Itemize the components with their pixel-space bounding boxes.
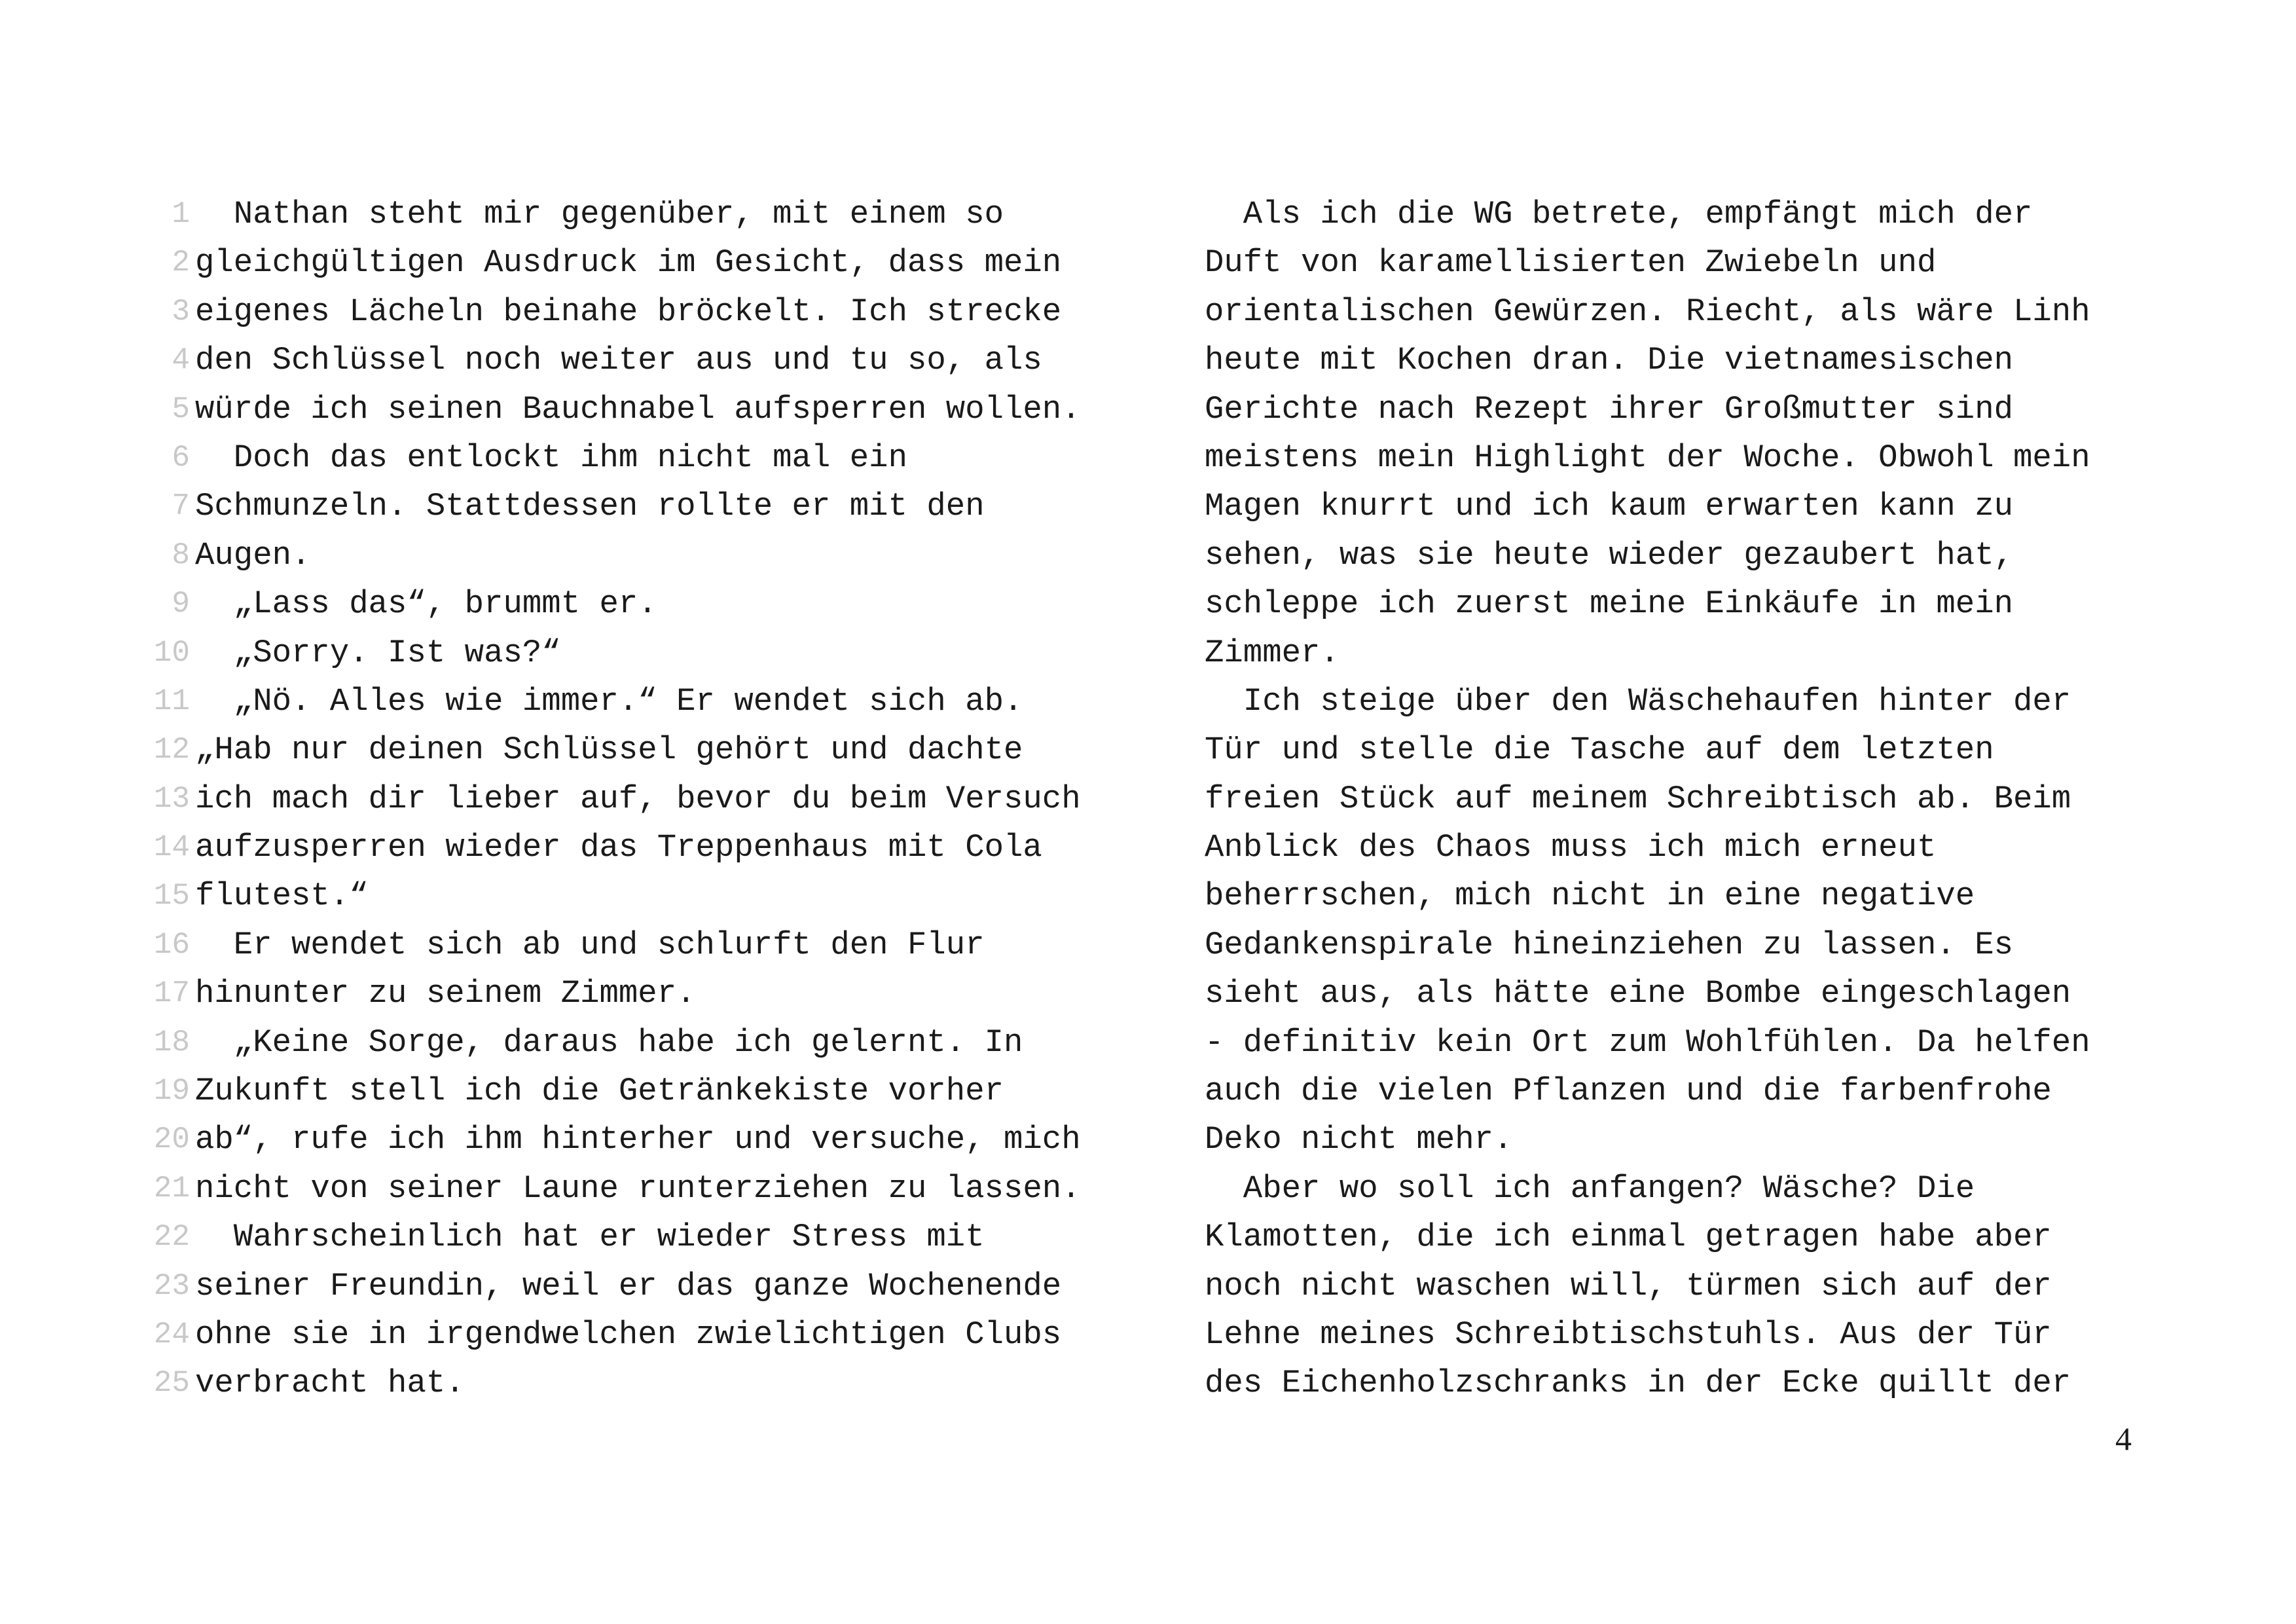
- line-text: beherrschen, mich nicht in eine negative: [1205, 877, 1975, 915]
- text-line: [145, 1067, 1088, 1115]
- text-line: [145, 1018, 1088, 1067]
- line-text: ohne sie in irgendwelchen zwielichtigen Clubs: [195, 1316, 1062, 1353]
- text-line: [1205, 434, 2147, 482]
- line-text: „Keine Sorge, daraus habe ich gelernt. In: [195, 1024, 1023, 1061]
- text-line: [1205, 1359, 2147, 1407]
- line-text: Schmunzeln. Stattdessen rollte er mit den: [195, 488, 985, 525]
- line-number: 13: [153, 781, 190, 816]
- line-text: eigenes Lächeln beinahe bröckelt. Ich strecke: [195, 293, 1062, 330]
- text-line: [1205, 677, 2147, 726]
- line-number: 16: [153, 927, 190, 962]
- text-line: [1205, 238, 2147, 287]
- text-line: [145, 1164, 1088, 1213]
- line-text: „Nö. Alles wie immer.“ Er wendet sich ab.: [195, 682, 1023, 720]
- line-number: 8: [172, 538, 190, 572]
- line-text: Tür und stelle die Tasche auf dem letzten: [1205, 731, 1994, 769]
- line-text: Gerichte nach Rezept ihrer Großmutter sind: [1205, 390, 2014, 428]
- text-line: [1205, 287, 2147, 336]
- text-line: [1205, 872, 2147, 920]
- line-text: Doch das entlockt ihm nicht mal ein: [195, 439, 907, 476]
- line-text: Anblick des Chaos muss ich mich erneut: [1205, 829, 1937, 866]
- line-text: den Schlüssel noch weiter aus und tu so, als: [195, 342, 1042, 379]
- text-line: [145, 434, 1088, 482]
- line-text: meistens mein Highlight der Woche. Obwohl mein: [1205, 439, 2090, 476]
- text-line: [145, 969, 1088, 1018]
- line-number: 6: [172, 440, 190, 475]
- line-text: schleppe ich zuerst meine Einkäufe in mein: [1205, 585, 2014, 623]
- line-text: freien Stück auf meinem Schreibtisch ab. Beim: [1205, 780, 2071, 817]
- text-line: [145, 726, 1088, 774]
- line-number: 3: [172, 294, 190, 329]
- text-line: [145, 921, 1088, 969]
- line-number: 1: [172, 197, 190, 231]
- line-text: noch nicht waschen will, türmen sich auf der: [1205, 1267, 2052, 1304]
- right-text-column: [1205, 190, 2147, 1408]
- line-number: 25: [153, 1366, 190, 1401]
- line-text: aufzusperren wieder das Treppenhaus mit Cola: [195, 829, 1042, 866]
- line-text: ab“, rufe ich ihm hinterher und versuche, mich: [195, 1121, 1081, 1158]
- text-line: [1205, 921, 2147, 969]
- text-line: [1205, 190, 2147, 238]
- line-text: hinunter zu seinem Zimmer.: [195, 975, 696, 1012]
- line-text: würde ich seinen Bauchnabel aufsperren wollen.: [195, 390, 1081, 428]
- text-line: [145, 677, 1088, 726]
- text-line: [1205, 726, 2147, 774]
- text-line: [1205, 1018, 2147, 1067]
- text-line: [145, 1213, 1088, 1261]
- line-text: Zukunft stell ich die Getränkekiste vorher: [195, 1073, 1004, 1110]
- line-number: 14: [153, 830, 190, 865]
- line-number: 15: [153, 879, 190, 913]
- line-text: - definitiv kein Ort zum Wohlfühlen. Da helfen: [1205, 1024, 2090, 1061]
- text-line: [1205, 775, 2147, 823]
- line-text: gleichgültigen Ausdruck im Gesicht, dass mein: [195, 244, 1062, 282]
- line-number: 7: [172, 489, 190, 524]
- text-line: [1205, 823, 2147, 872]
- line-text: Gedankenspirale hineinziehen zu lassen. Es: [1205, 926, 2014, 963]
- line-text: Nathan steht mir gegenüber, mit einem so: [195, 196, 1004, 232]
- line-number: 2: [172, 246, 190, 280]
- text-line: [1205, 385, 2147, 434]
- line-number: 10: [153, 635, 190, 670]
- text-line: [1205, 1262, 2147, 1310]
- line-text: Er wendet sich ab und schlurft den Flur: [195, 926, 985, 963]
- text-line: [145, 531, 1088, 580]
- line-number: 9: [172, 587, 190, 621]
- text-line: [1205, 336, 2147, 384]
- line-text: Zimmer.: [1205, 634, 1339, 671]
- text-line: [145, 190, 1088, 238]
- line-text: Deko nicht mehr.: [1205, 1121, 1513, 1158]
- text-line: [145, 336, 1088, 384]
- text-line: [145, 238, 1088, 287]
- line-text: „Hab nur deinen Schlüssel gehört und dachte: [195, 731, 1023, 769]
- left-text-column: [145, 190, 1088, 1408]
- line-text: Aber wo soll ich anfangen? Wäsche? Die: [1205, 1170, 1975, 1207]
- line-text: Wahrscheinlich hat er wieder Stress mit: [195, 1219, 985, 1256]
- text-line: [1205, 482, 2147, 530]
- text-line: [145, 775, 1088, 823]
- text-line: [145, 1359, 1088, 1407]
- line-text: auch die vielen Pflanzen und die farbenfrohe: [1205, 1073, 2052, 1110]
- line-number: 5: [172, 392, 190, 426]
- line-text: ich mach dir lieber auf, bevor du beim Versuch: [195, 780, 1081, 817]
- line-text: Als ich die WG betrete, empfängt mich der: [1205, 196, 2033, 232]
- line-text: Duft von karamellisierten Zwiebeln und: [1205, 244, 1937, 282]
- line-text: Klamotten, die ich einmal getragen habe aber: [1205, 1219, 2052, 1256]
- text-line: [145, 580, 1088, 628]
- page-number: 4: [2115, 1420, 2132, 1457]
- line-number: 23: [153, 1268, 190, 1303]
- text-line: [1205, 580, 2147, 628]
- line-number: 18: [153, 1025, 190, 1060]
- text-line: [1205, 531, 2147, 580]
- text-line: [145, 872, 1088, 920]
- text-line: [145, 1115, 1088, 1164]
- line-number: 22: [153, 1220, 190, 1255]
- line-text: Ich steige über den Wäschehaufen hinter der: [1205, 682, 2071, 720]
- line-text: sieht aus, als hätte eine Bombe eingeschlagen: [1205, 975, 2071, 1012]
- text-line: [145, 1310, 1088, 1359]
- line-number: 24: [153, 1317, 190, 1352]
- line-text: nicht von seiner Laune runterziehen zu lassen.: [195, 1170, 1081, 1207]
- line-number: 21: [153, 1171, 190, 1206]
- text-line: [1205, 1115, 2147, 1164]
- text-line: [1205, 629, 2147, 677]
- line-text: heute mit Kochen dran. Die vietnamesischen: [1205, 342, 2014, 379]
- line-number: 20: [153, 1122, 190, 1157]
- line-text: sehen, was sie heute wieder gezaubert hat,: [1205, 536, 2014, 574]
- text-line: [145, 385, 1088, 434]
- line-text: Magen knurrt und ich kaum erwarten kann zu: [1205, 488, 2014, 525]
- text-line: [1205, 1213, 2147, 1261]
- line-number: 4: [172, 343, 190, 378]
- text-line: [145, 629, 1088, 677]
- text-line: [145, 287, 1088, 336]
- line-number: 12: [153, 733, 190, 767]
- text-line: [1205, 1067, 2147, 1115]
- text-line: [1205, 969, 2147, 1018]
- text-line: [1205, 1164, 2147, 1213]
- line-text: Augen.: [195, 536, 311, 574]
- line-text: orientalischen Gewürzen. Riecht, als wäre Linh: [1205, 293, 2090, 330]
- text-line: [145, 823, 1088, 872]
- line-number: 11: [153, 684, 190, 718]
- line-text: flutest.“: [195, 877, 369, 915]
- line-text: seiner Freundin, weil er das ganze Wochenende: [195, 1267, 1062, 1304]
- line-text: Lehne meines Schreibtischstuhls. Aus der Tür: [1205, 1316, 2052, 1353]
- line-text: des Eichenholzschranks in der Ecke quillt der: [1205, 1365, 2071, 1402]
- line-text: „Sorry. Ist was?“: [195, 634, 561, 671]
- line-number: 19: [153, 1074, 190, 1109]
- text-line: [145, 1262, 1088, 1310]
- line-number: 17: [153, 976, 190, 1011]
- text-line: [1205, 1310, 2147, 1359]
- line-text: verbracht hat.: [195, 1365, 465, 1402]
- text-line: [145, 482, 1088, 530]
- line-text: „Lass das“, brummt er.: [195, 585, 657, 623]
